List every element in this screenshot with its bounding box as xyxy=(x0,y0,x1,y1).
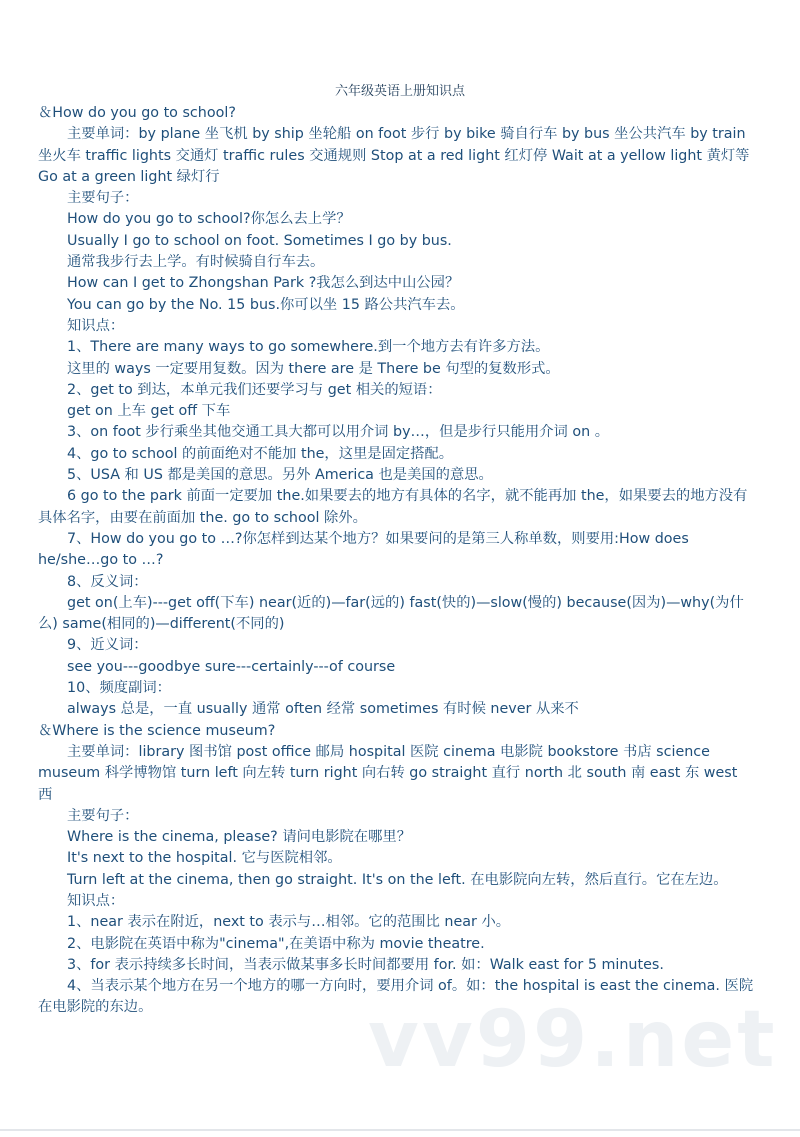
text-line: You can go by the No. 15 bus.你可以坐 15 路公共汽车去。 xyxy=(67,296,465,313)
text-line: 9、近义词： xyxy=(67,637,148,654)
text-line: How do you go to school?你怎么去上学？ xyxy=(67,211,351,228)
text-line: 4、go to school 的前面绝对不能加 the，这里是固定搭配。 xyxy=(67,445,454,462)
text-line: Usually I go to school on foot. Sometimes I go by bus. xyxy=(67,232,452,249)
document-body xyxy=(38,103,754,1019)
text-line: 1、There are many ways to go somewhere.到一个地方去有许多方法。 xyxy=(67,339,550,356)
text-line: 3、for 表示持续多长时间，当表示做某事多长时间都要用 for. 如：Walk east for 5 minutes. xyxy=(67,956,664,973)
text-line: 主要单词：by plane 坐飞机 by ship 坐轮船 on foot 步行 by bike 骑自行车 by bus 坐公共汽车 by train 坐火车 traffic lights 交通灯 traffic rules 交通规则 Stop at a red light 红灯停 Wait at a yellow light 黄灯等 Go at a green light 绿灯行 xyxy=(38,126,750,185)
text-line: 通常我步行去上学。有时候骑自行车去。 xyxy=(67,254,325,271)
text-line: 4、当表示某个地方在另一个地方的哪一方向时，要用介词 of。如：the hospital is east the cinema. 医院在电影院的东边。 xyxy=(38,978,754,1016)
text-line: Turn left at the cinema, then go straight. It's on the left. 在电影院向左转，然后直行。它在左边。 xyxy=(67,871,728,888)
text-line: 1、near 表示在附近，next to 表示与…相邻。它的范围比 near 小。 xyxy=(67,914,511,931)
text-line: It's next to the hospital. 它与医院相邻。 xyxy=(67,850,342,867)
text-line: How can I get to Zhongshan Park ?我怎么到达中山公园？ xyxy=(67,275,460,292)
text-line: 主要单词：library 图书馆 post office 邮局 hospital 医院 cinema 电影院 bookstore 书店 science museum 科学博物馆 turn left 向左转 turn right 向右转 go straight 直行 north 北 south 南 east 东 west 西 xyxy=(38,743,738,803)
text-line: 5、USA 和 US 都是美国的意思。另外 America 也是美国的意思。 xyxy=(67,467,493,484)
text-line: 知识点： xyxy=(67,892,125,909)
text-line: get on(上车)---get off(下车) near(近的)—far(远的) fast(快的)—slow(慢的) because(因为)—why(为什么) same(相同的)—different(不同的) xyxy=(38,594,744,633)
page-bottom-divider xyxy=(0,1129,800,1131)
text-line: 主要句子： xyxy=(67,807,139,824)
text-line: 10、频度副词： xyxy=(67,680,171,697)
text-line: 主要句子： xyxy=(67,190,139,207)
watermark: vv99.net xyxy=(368,995,778,1085)
section-heading: ＆How do you go to school? xyxy=(38,105,236,121)
text-line: Where is the cinema, please? 请问电影院在哪里？ xyxy=(67,829,411,846)
text-line: 这里的 ways 一定要用复数。因为 there are 是 There be 句型的复数形式。 xyxy=(67,360,560,377)
text-line: get on 上车 get off 下车 xyxy=(67,403,231,420)
text-line: 8、反义词： xyxy=(67,573,148,590)
text-line: 6 go to the park 前面一定要加 the.如果要去的地方有具体的名字，就不能再加 the，如果要去的地方没有具体名字，由要在前面加 the. go to school 除外。 xyxy=(38,488,748,526)
text-line: 知识点： xyxy=(67,317,125,334)
text-line: 7、How do you go to …?你怎样到达某个地方？如果要问的是第三人称单数，则要用:How does he/she…go to …? xyxy=(38,530,689,569)
text-line: always 总是，一直 usually 通常 often 经常 sometimes 有时候 never 从来不 xyxy=(67,701,579,718)
text-line: 3、on foot 步行乘坐其他交通工具大都可以用介词 by…，但是步行只能用介词 on 。 xyxy=(67,424,610,441)
text-line: 2、get to 到达，本单元我们还要学习与 get 相关的短语： xyxy=(67,381,442,398)
document-title: 六年级英语上册知识点 xyxy=(334,84,465,99)
text-line: 2、电影院在英语中称为"cinema",在美语中称为 movie theatre. xyxy=(67,935,485,952)
text-line: see you---goodbye sure---certainly---of course xyxy=(67,658,396,675)
section-heading: ＆Where is the science museum? xyxy=(38,722,276,739)
